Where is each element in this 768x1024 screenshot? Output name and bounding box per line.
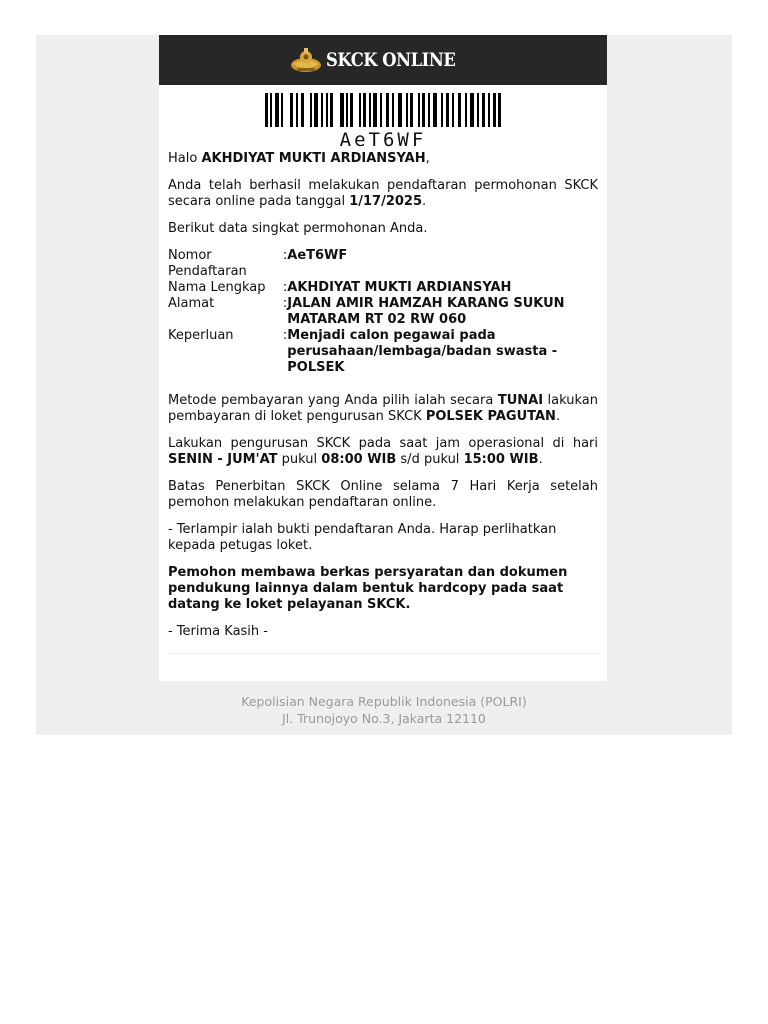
hours-days: SENIN - JUM'AT xyxy=(168,452,278,467)
hours-text: pukul xyxy=(277,452,322,467)
attachment-paragraph: - Terlampir ialah bukti pendaftaran Anda. Harap perlihatkan kepada petugas loket. xyxy=(168,522,557,553)
email-card xyxy=(159,35,607,681)
intro-paragraph xyxy=(168,178,598,210)
detail-value: AeT6WF xyxy=(287,248,348,263)
summary-heading: Berikut data singkat permohonan Anda. xyxy=(168,221,428,236)
detail-colon: : xyxy=(282,296,288,311)
detail-label: Nama Lengkap xyxy=(168,280,266,295)
hours-text: Lakukan pengurusan SKCK pada saat jam operasional di hari xyxy=(168,436,598,451)
detail-label: Alamat xyxy=(168,296,215,311)
header-bar xyxy=(159,35,607,85)
hours-paragraph xyxy=(168,436,598,468)
email-background xyxy=(36,35,732,735)
detail-colon: : xyxy=(282,328,288,343)
hours-text: s/d pukul xyxy=(396,452,464,467)
detail-colon: : xyxy=(282,248,288,263)
detail-label: Keperluan xyxy=(168,328,234,343)
detail-row xyxy=(168,328,598,376)
details-table xyxy=(168,248,598,376)
detail-value: AKHDIYAT MUKTI ARDIANSYAH xyxy=(287,280,512,295)
payment-text: lakukan pembayaran di loket pengurusan SKCK xyxy=(168,393,598,424)
police-emblem-icon xyxy=(290,46,322,74)
payment-text: Metode pembayaran yang Anda pilih ialah secara xyxy=(168,393,498,408)
detail-value: Menjadi calon pegawai pada perusahaan/lembaga/badan swasta - POLSEK xyxy=(287,328,558,375)
registration-date: 1/17/2025 xyxy=(349,194,423,209)
closing-text: - Terima Kasih - xyxy=(168,624,268,639)
intro-end: . xyxy=(422,194,427,209)
payment-text: . xyxy=(555,409,561,424)
payment-method: TUNAI xyxy=(497,393,544,408)
greeting-prefix: Halo xyxy=(168,151,202,166)
barcode-area xyxy=(159,85,607,151)
footer-org: Kepolisian Negara Republik Indonesia (POLRI) xyxy=(241,694,527,709)
detail-colon: : xyxy=(282,280,288,295)
detail-row xyxy=(168,248,598,280)
hours-end: 15:00 WIB xyxy=(463,452,539,467)
payment-paragraph xyxy=(168,393,598,425)
intro-text: Anda telah berhasil melakukan pendaftaran permohonan SKCK secara online pada tanggal xyxy=(168,178,598,209)
applicant-name: AKHDIYAT MUKTI ARDIANSYAH xyxy=(201,151,426,166)
detail-row xyxy=(168,280,598,296)
registration-code: AeT6WF xyxy=(339,129,427,151)
footer-address: Jl. Trunojoyo No.3, Jakarta 12110 xyxy=(282,711,486,726)
detail-label: Nomor Pendaftaran xyxy=(168,248,247,279)
payment-office: POLSEK PAGUTAN xyxy=(425,409,556,424)
footer xyxy=(36,693,732,727)
reminder-text: Pemohon membawa berkas persyaratan dan dokumen pendukung lainnya dalam bentuk hardcopy pada saat datang ke loket pelayanan SKCK. xyxy=(168,565,568,612)
greeting-suffix: , xyxy=(425,151,430,166)
deadline-paragraph: Batas Penerbitan SKCK Online selama 7 Hari Kerja setelah pemohon melakukan pendaftaran online. xyxy=(168,479,598,510)
hours-text: . xyxy=(538,452,543,467)
hours-start: 08:00 WIB xyxy=(321,452,397,467)
brand-title: SKCK ONLINE xyxy=(325,49,456,71)
detail-row xyxy=(168,296,598,328)
greeting xyxy=(168,151,598,167)
detail-value: JALAN AMIR HAMZAH KARANG SUKUN MATARAM RT 02 RW 060 xyxy=(287,296,565,327)
email-body xyxy=(159,151,607,654)
divider xyxy=(168,653,598,654)
barcode-image xyxy=(265,93,501,127)
reminder-paragraph xyxy=(168,565,598,613)
logo xyxy=(290,46,477,74)
